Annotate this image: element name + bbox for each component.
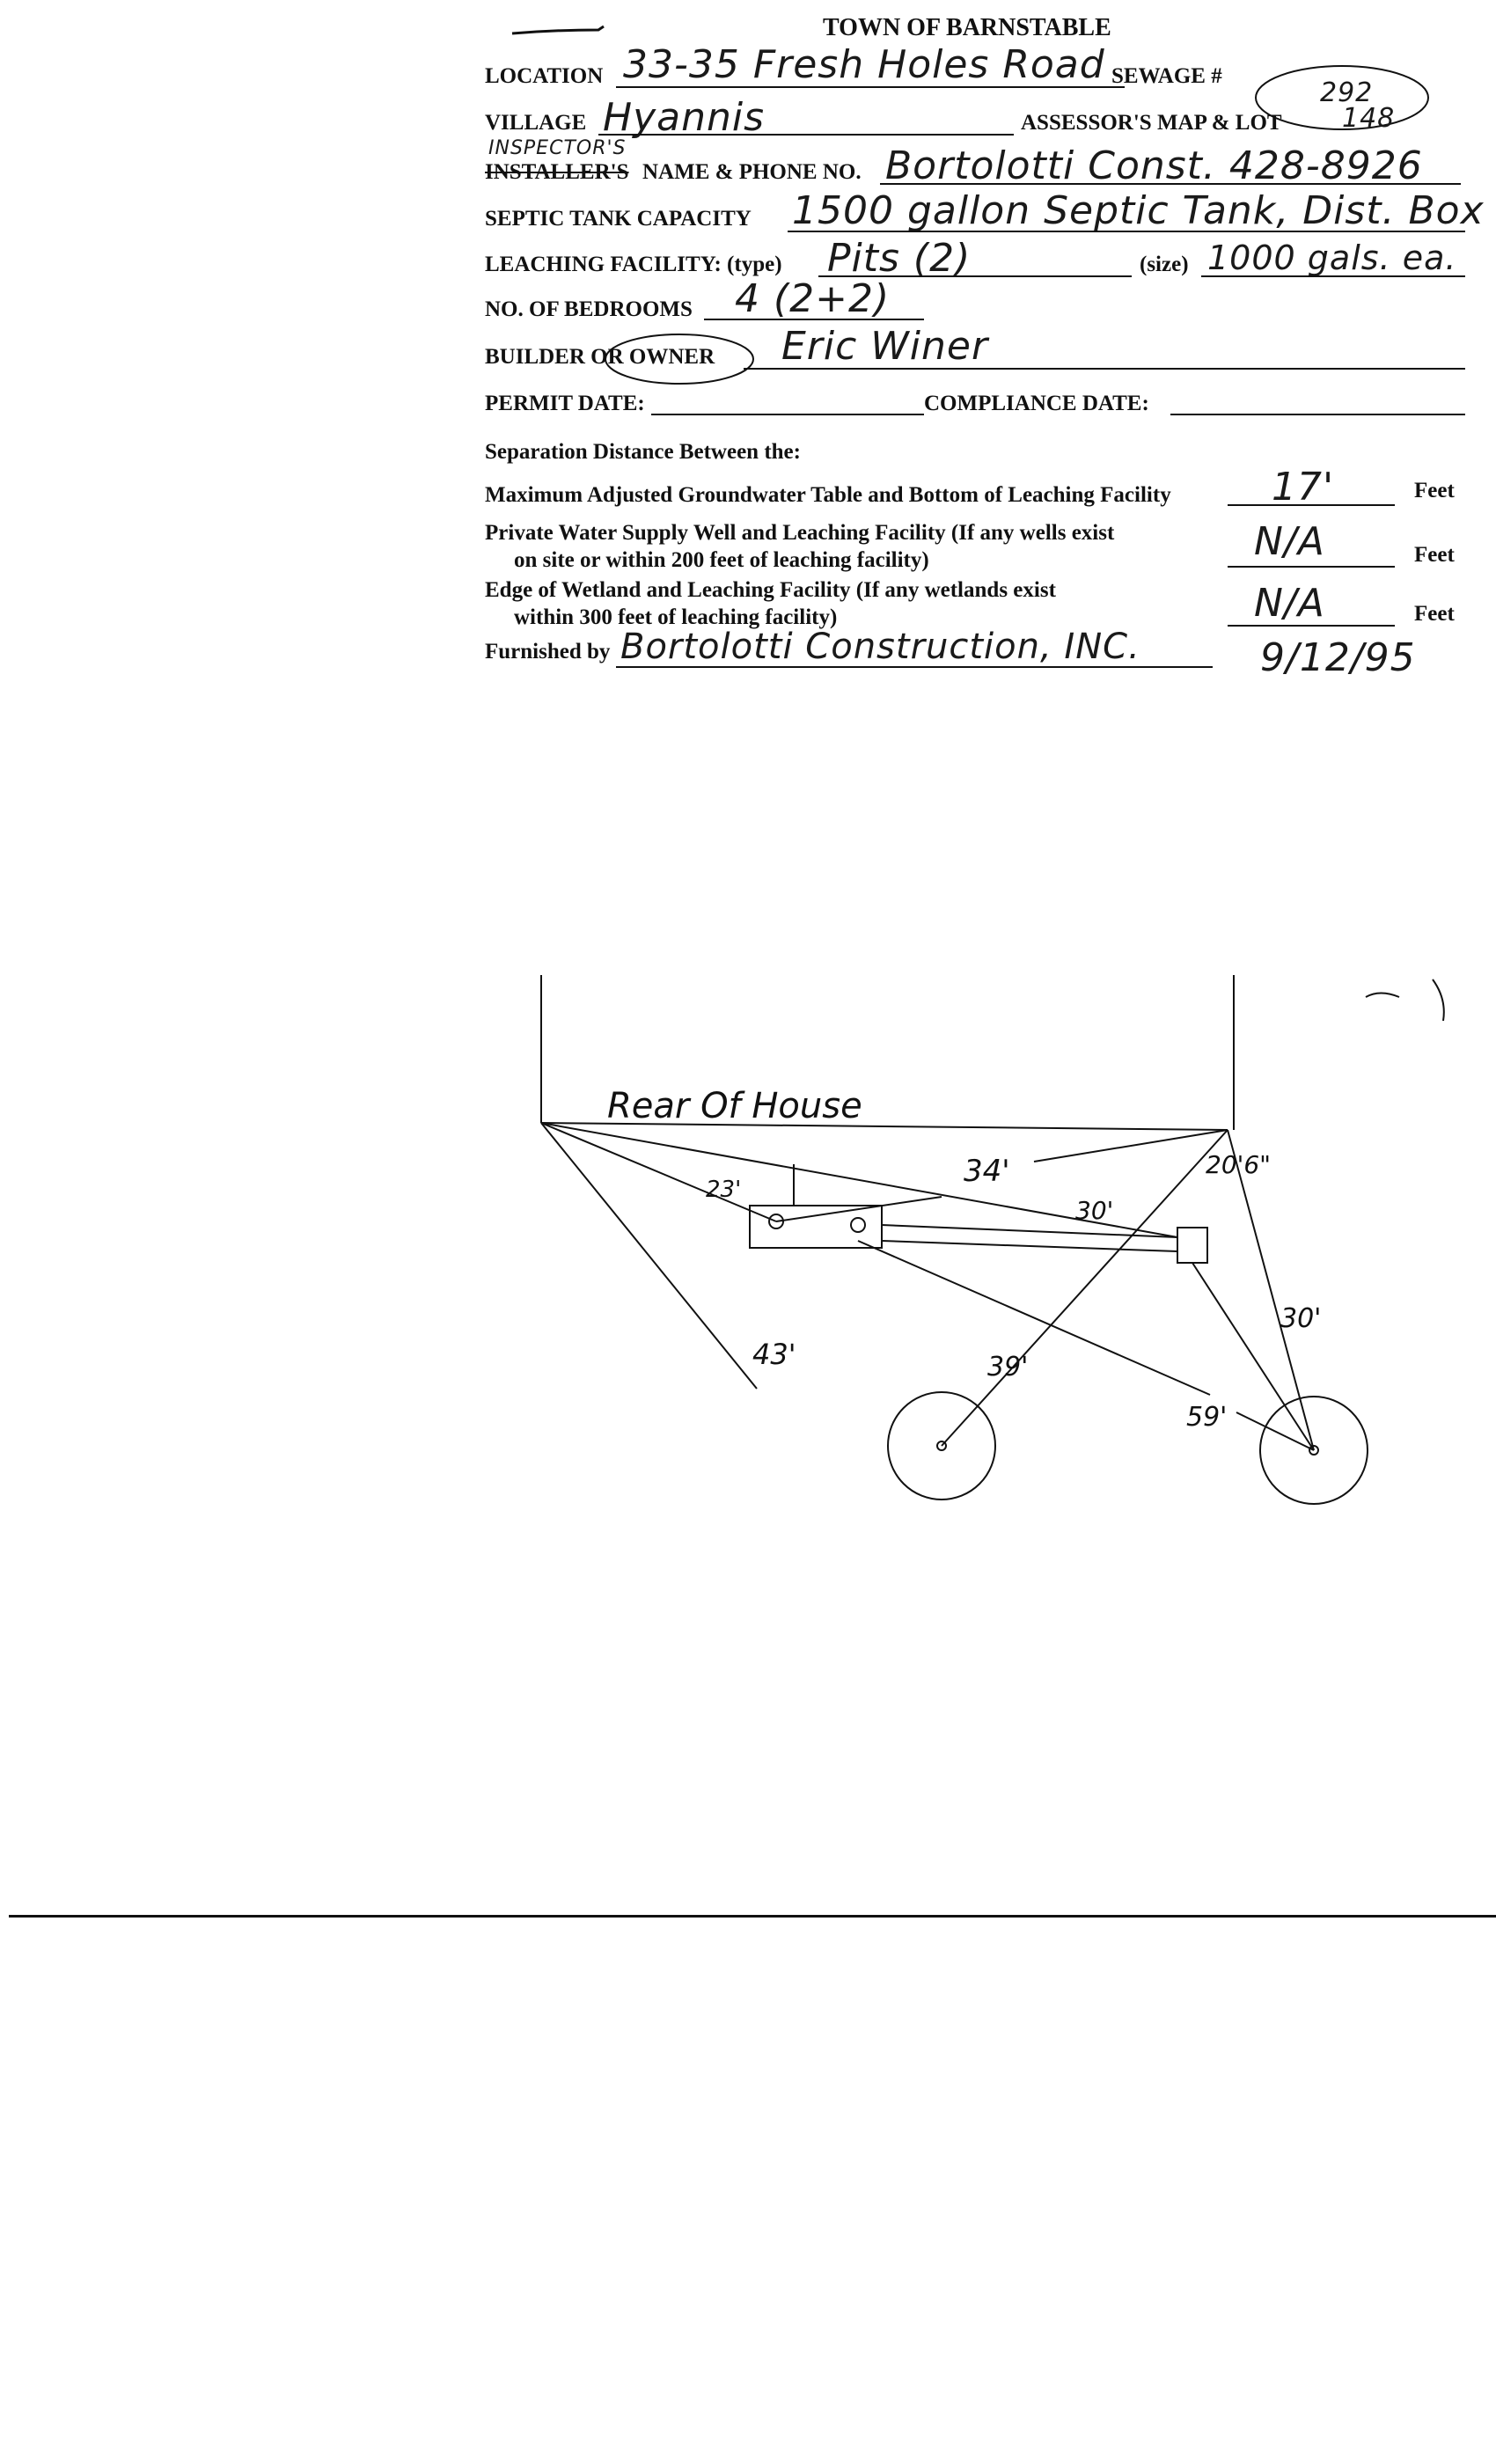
dist-tank-corner-left: 23' bbox=[706, 1177, 742, 1203]
bedrooms-value: 4 (2+2) bbox=[735, 276, 891, 321]
dist-pit-left-diag: 43' bbox=[752, 1338, 796, 1371]
well-feet: Feet bbox=[1414, 543, 1455, 567]
tank-outlet bbox=[851, 1218, 865, 1232]
septic-label: SEPTIC TANK CAPACITY bbox=[485, 207, 752, 231]
distribution-box bbox=[1177, 1228, 1207, 1263]
village-value: Hyannis bbox=[603, 95, 766, 140]
wetland-value: N/A bbox=[1254, 581, 1325, 626]
form-title: TOWN OF BARNSTABLE bbox=[823, 14, 1111, 41]
furnished-date: 9/12/95 bbox=[1260, 635, 1416, 680]
wetland-text-1: Edge of Wetland and Leaching Facility (If any wetlands exist bbox=[485, 578, 1056, 602]
site-sketch-svg bbox=[0, 950, 1496, 1531]
assessor-value: 148 bbox=[1342, 103, 1396, 134]
dist-pit-left-dbox: 39' bbox=[987, 1352, 1029, 1382]
dist-corner-right: 20'6" bbox=[1206, 1150, 1272, 1179]
permit-label: PERMIT DATE: bbox=[485, 392, 645, 415]
size-value: 1000 gals. ea. bbox=[1207, 238, 1457, 277]
village-label: VILLAGE bbox=[485, 111, 587, 135]
scan-edge-line bbox=[9, 1915, 1496, 1918]
site-sketch bbox=[0, 950, 1496, 1531]
dist-pit-right-corner: 30' bbox=[1280, 1303, 1322, 1334]
inspector-correction: INSPECTOR'S bbox=[488, 137, 627, 159]
furnished-label: Furnished by bbox=[485, 640, 611, 664]
furnished-value: Bortolotti Construction, INC. bbox=[620, 627, 1140, 667]
sewage-value: 292 bbox=[1320, 77, 1374, 108]
well-text-1: Private Water Supply Well and Leaching Facility (If any wells exist bbox=[485, 521, 1115, 545]
well-text-2: on site or within 200 feet of leaching facility) bbox=[514, 548, 929, 572]
well-value: N/A bbox=[1254, 519, 1325, 564]
builder-label-b: OWNER bbox=[628, 345, 715, 369]
bedrooms-label: NO. OF BEDROOMS bbox=[485, 297, 693, 321]
dist-tank-top: 34' bbox=[964, 1154, 1010, 1189]
location-label: LOCATION bbox=[485, 64, 604, 88]
assessor-label: ASSESSOR'S MAP & LOT bbox=[1021, 111, 1282, 135]
house-label: Rear Of House bbox=[607, 1086, 862, 1126]
location-value: 33-35 Fresh Holes Road bbox=[623, 42, 1105, 87]
builder-label-a: BUILDER bbox=[485, 345, 585, 369]
sewage-label: SEWAGE # bbox=[1111, 64, 1222, 88]
dist-pit-right-tank: 59' bbox=[1186, 1402, 1228, 1433]
groundwater-value: 17' bbox=[1272, 465, 1335, 510]
wetland-feet: Feet bbox=[1414, 602, 1455, 626]
builder-label-or: OR bbox=[590, 345, 624, 369]
septic-value: 1500 gallon Septic Tank, Dist. Box bbox=[792, 188, 1485, 233]
leaching-label: LEACHING FACILITY: (type) bbox=[485, 253, 782, 276]
groundwater-feet: Feet bbox=[1414, 479, 1455, 502]
separation-heading: Separation Distance Between the: bbox=[485, 440, 801, 464]
size-label: (size) bbox=[1140, 253, 1189, 276]
groundwater-text: Maximum Adjusted Groundwater Table and Bottom of Leaching Facility bbox=[485, 483, 1171, 507]
compliance-label: COMPLIANCE DATE: bbox=[924, 392, 1149, 415]
name-phone-label: NAME & PHONE NO. bbox=[642, 160, 862, 184]
installer-label-struck: INSTALLER'S bbox=[485, 160, 629, 184]
leaching-type-value: Pits (2) bbox=[827, 236, 972, 281]
owner-circle bbox=[598, 327, 757, 391]
pen-mark bbox=[510, 25, 607, 37]
dist-dbox-top: 30' bbox=[1075, 1196, 1114, 1225]
name-phone-value: Bortolotti Const. 428-8926 bbox=[885, 143, 1423, 188]
builder-value: Eric Winer bbox=[781, 324, 989, 369]
septic-tank bbox=[750, 1206, 882, 1248]
wetland-text-2: within 300 feet of leaching facility) bbox=[514, 605, 838, 629]
